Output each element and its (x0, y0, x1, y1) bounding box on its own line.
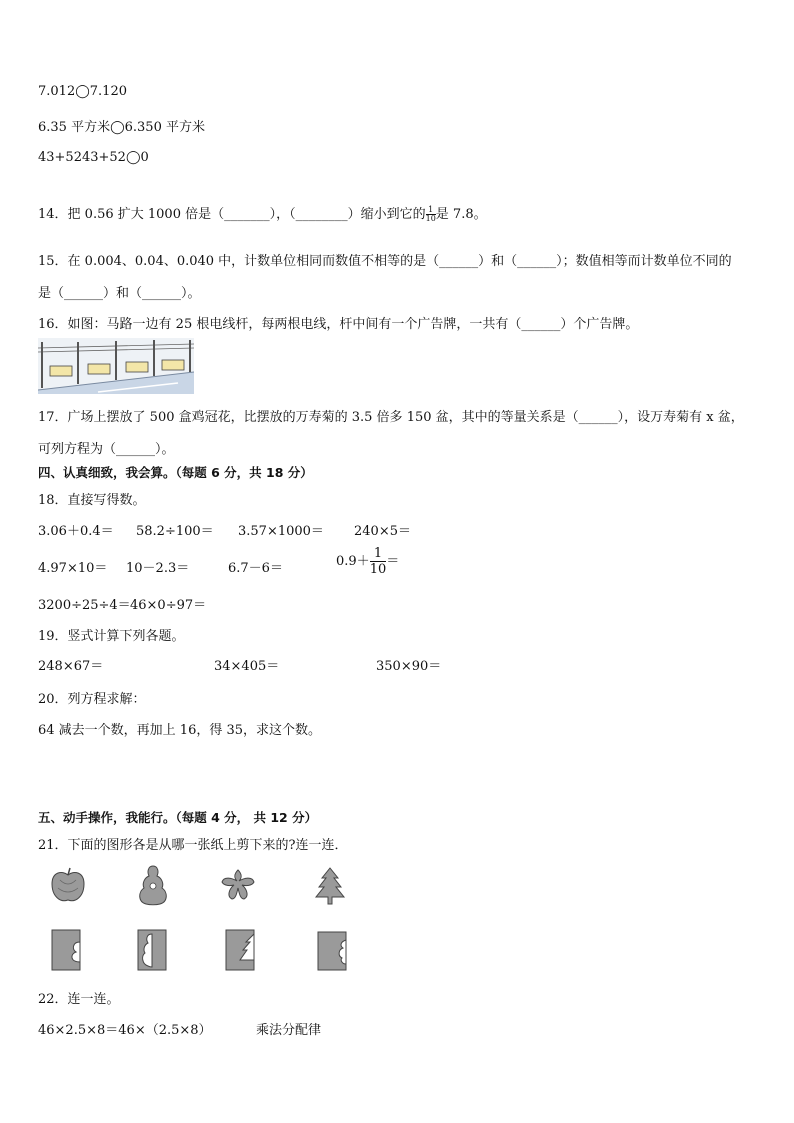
question-16: 16．如图：马路一边有 25 根电线杆，每两根电线，杆中间有一个广告牌，一共有（______）个广告牌。 (38, 317, 639, 332)
calc-item: 4.97×10＝ (38, 561, 108, 576)
paper-piece-1-icon (50, 928, 82, 972)
vertical-calc-item: 248×67＝ (38, 659, 104, 674)
question-22-title: 22．连一连。 (38, 992, 120, 1007)
question-20-title: 20．列方程求解： (38, 692, 146, 707)
calc-item: 46×0÷97＝ (130, 598, 207, 613)
matching-expression: 46×2.5×8＝46×（2.5×8） (38, 1023, 212, 1038)
calc-item-fraction: 0.9＋ $\frac{1}{10}$ ＝ (336, 546, 400, 577)
question-19-title: 19．竖式计算下列各题。 (38, 629, 185, 644)
question-17-line-2: 可列方程为（______）。 (38, 442, 175, 457)
section-5-title: 五、动手操作，我能行。（每题 4 分， 共 12 分） (38, 810, 318, 825)
question-20-text: 64 减去一个数，再加上 16，得 35，求这个数。 (38, 723, 322, 738)
vertical-calc-item: 350×90＝ (376, 659, 442, 674)
gourd-shape-icon (136, 864, 170, 906)
fraction-one-tenth: $\frac{1}{10}$ (425, 205, 436, 223)
street-poles-illustration (38, 338, 194, 394)
question-15-line-1: 15．在 0.004、0.04、0.040 中，计数单位相同而数值不相等的是（______）和（______）；数值相等而计数单位不同的 (38, 254, 732, 269)
calc-item: 3200÷25÷4＝ (38, 598, 131, 613)
question-14-text: 14．把 0.56 扩大 1000 倍是（_______），（________）缩小到它的 (38, 207, 426, 222)
calc-item: 6.7－6＝ (228, 561, 283, 576)
question-14 (38, 203, 487, 223)
question-17-line-1: 17．广场上摆放了 500 盒鸡冠花，比摆放的万寿菊的 3.5 倍多 150 盆，其中的等量关系是（______），设万寿菊有 x 盆， (38, 410, 744, 425)
apple-shape-icon (48, 866, 88, 906)
compare-line-1: 7.012◯7.120 (38, 84, 127, 99)
paper-piece-3-icon (224, 928, 256, 972)
calc-item: 10－2.3＝ (126, 561, 190, 576)
tree-shape-icon (314, 866, 346, 906)
paper-piece-4-icon (316, 930, 348, 972)
compare-line-2: 6.35 平方米◯6.350 平方米 (38, 120, 205, 135)
calc-item: 3.06＋0.4＝ (38, 524, 114, 539)
calc-item: 240×5＝ (354, 524, 411, 539)
calc-item: 58.2÷100＝ (136, 524, 214, 539)
paper-piece-2-icon (136, 928, 168, 972)
vertical-calc-item: 34×405＝ (214, 659, 280, 674)
fraction-one-tenth-large: $\frac{1}{10}$ (369, 546, 387, 577)
matching-law-label: 乘法分配律 (256, 1023, 322, 1038)
question-15-line-2: 是（______）和（______）。 (38, 286, 201, 301)
flower-shape-icon (218, 866, 258, 904)
calc-item: 3.57×1000＝ (238, 524, 324, 539)
section-4-title: 四、认真细致，我会算。（每题 6 分，共 18 分） (38, 465, 313, 480)
question-21-title: 21．下面的图形各是从哪一张纸上剪下来的?连一连． (38, 838, 348, 853)
question-18-title: 18．直接写得数。 (38, 493, 146, 508)
compare-line-3: 43+5243+52◯0 (38, 150, 149, 165)
question-14-tail: 是 7.8。 (435, 207, 487, 222)
